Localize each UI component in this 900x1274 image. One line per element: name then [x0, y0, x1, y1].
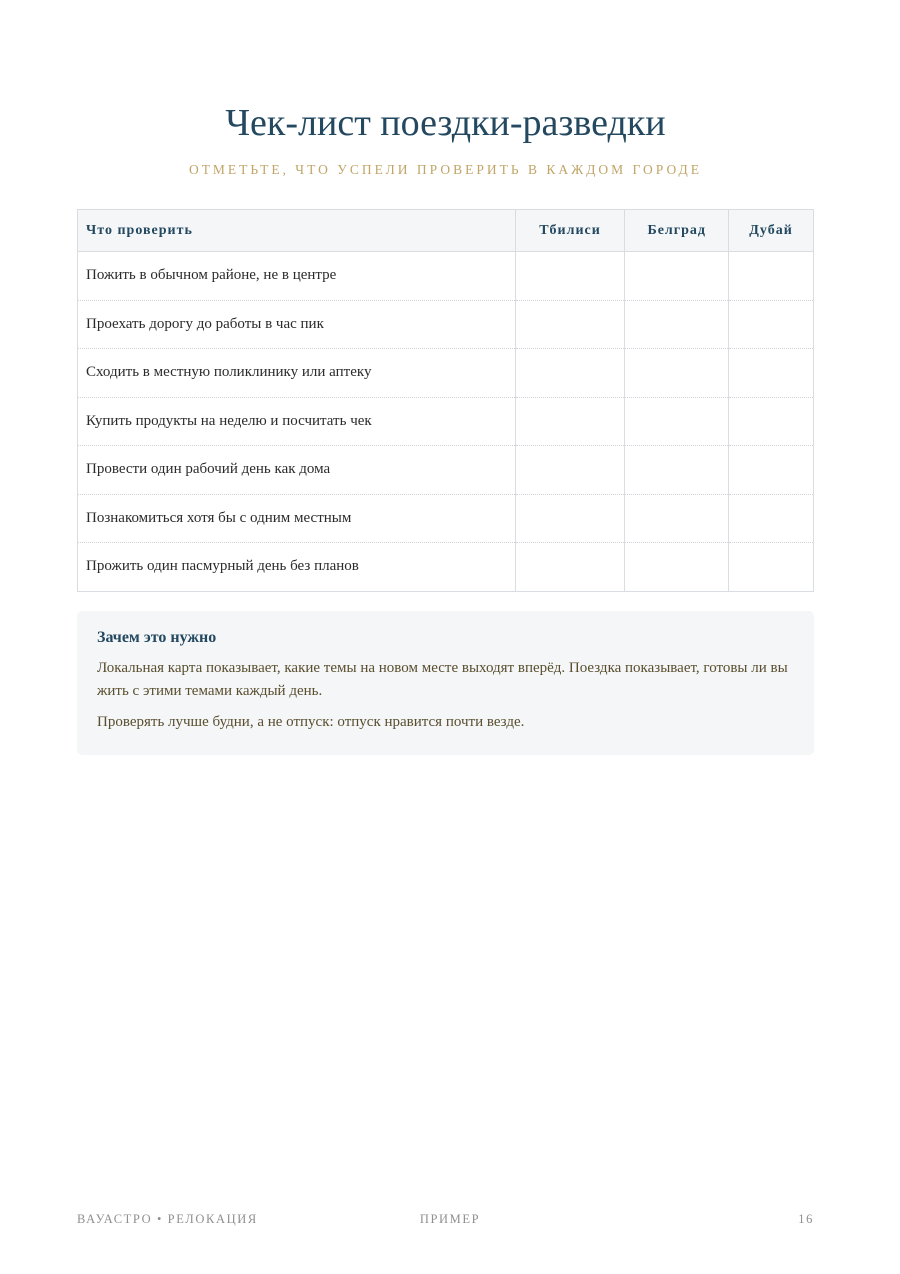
check-cell-tbilisi[interactable] — [515, 252, 625, 301]
check-cell-dubai[interactable] — [729, 494, 814, 543]
check-cell-dubai[interactable] — [729, 446, 814, 495]
task-label: Купить продукты на неделю и посчитать чек — [78, 397, 516, 446]
check-cell-dubai[interactable] — [729, 397, 814, 446]
checklist-table — [77, 209, 814, 592]
page — [77, 0, 814, 1274]
table-row — [78, 397, 814, 446]
page-title: Чек-лист поездки-разведки — [225, 102, 666, 144]
check-cell-belgrade[interactable] — [625, 446, 729, 495]
check-cell-belgrade[interactable] — [625, 543, 729, 592]
task-label: Проехать дорогу до работы в час пик — [78, 300, 516, 349]
task-label: Прожить один пасмурный день без планов — [78, 543, 516, 592]
task-label: Сходить в местную поликлинику или аптеку — [78, 349, 516, 398]
check-cell-belgrade[interactable] — [625, 494, 729, 543]
check-cell-tbilisi[interactable] — [515, 397, 625, 446]
check-cell-dubai[interactable] — [729, 349, 814, 398]
check-cell-dubai[interactable] — [729, 252, 814, 301]
table-row — [78, 300, 814, 349]
table-row — [78, 494, 814, 543]
task-label: Провести один рабочий день как дома — [78, 446, 516, 495]
check-cell-tbilisi[interactable] — [515, 446, 625, 495]
footer-brand: ВАУАСТРО • РЕЛОКАЦИЯ — [77, 1212, 258, 1226]
check-cell-tbilisi[interactable] — [515, 300, 625, 349]
check-cell-tbilisi[interactable] — [515, 494, 625, 543]
check-cell-belgrade[interactable] — [625, 252, 729, 301]
note-title: Зачем это нужно — [97, 629, 217, 646]
column-header-tbilisi: Тбилиси — [515, 210, 625, 252]
table-header-row — [78, 210, 814, 252]
table-row — [78, 446, 814, 495]
table-row — [78, 349, 814, 398]
task-label: Познакомиться хотя бы с одним местным — [78, 494, 516, 543]
column-header-belgrade: Белград — [625, 210, 729, 252]
check-cell-belgrade[interactable] — [625, 300, 729, 349]
check-cell-tbilisi[interactable] — [515, 543, 625, 592]
task-label: Пожить в обычном районе, не в центре — [78, 252, 516, 301]
check-cell-belgrade[interactable] — [625, 349, 729, 398]
note-paragraph: Локальная карта показывает, какие темы на новом месте выходят вперёд. Поездка показывает, готовы ли вы жить с этими темами каждый день. — [97, 660, 788, 699]
check-cell-dubai[interactable] — [729, 300, 814, 349]
check-cell-belgrade[interactable] — [625, 397, 729, 446]
check-cell-tbilisi[interactable] — [515, 349, 625, 398]
page-footer — [77, 1212, 814, 1232]
column-header-dubai: Дубай — [729, 210, 814, 252]
table-row — [78, 543, 814, 592]
note-paragraph: Проверять лучше будни, а не отпуск: отпуск нравится почти везде. — [97, 714, 525, 730]
page-subtitle: ОТМЕТЬТЕ, ЧТО УСПЕЛИ ПРОВЕРИТЬ В КАЖДОМ ГОРОДЕ — [189, 162, 702, 177]
note-box — [77, 611, 814, 755]
footer-label: ПРИМЕР — [419, 1212, 481, 1226]
page-number: 16 — [798, 1212, 814, 1226]
column-header-task: Что проверить — [78, 210, 516, 252]
table-row — [78, 252, 814, 301]
check-cell-dubai[interactable] — [729, 543, 814, 592]
